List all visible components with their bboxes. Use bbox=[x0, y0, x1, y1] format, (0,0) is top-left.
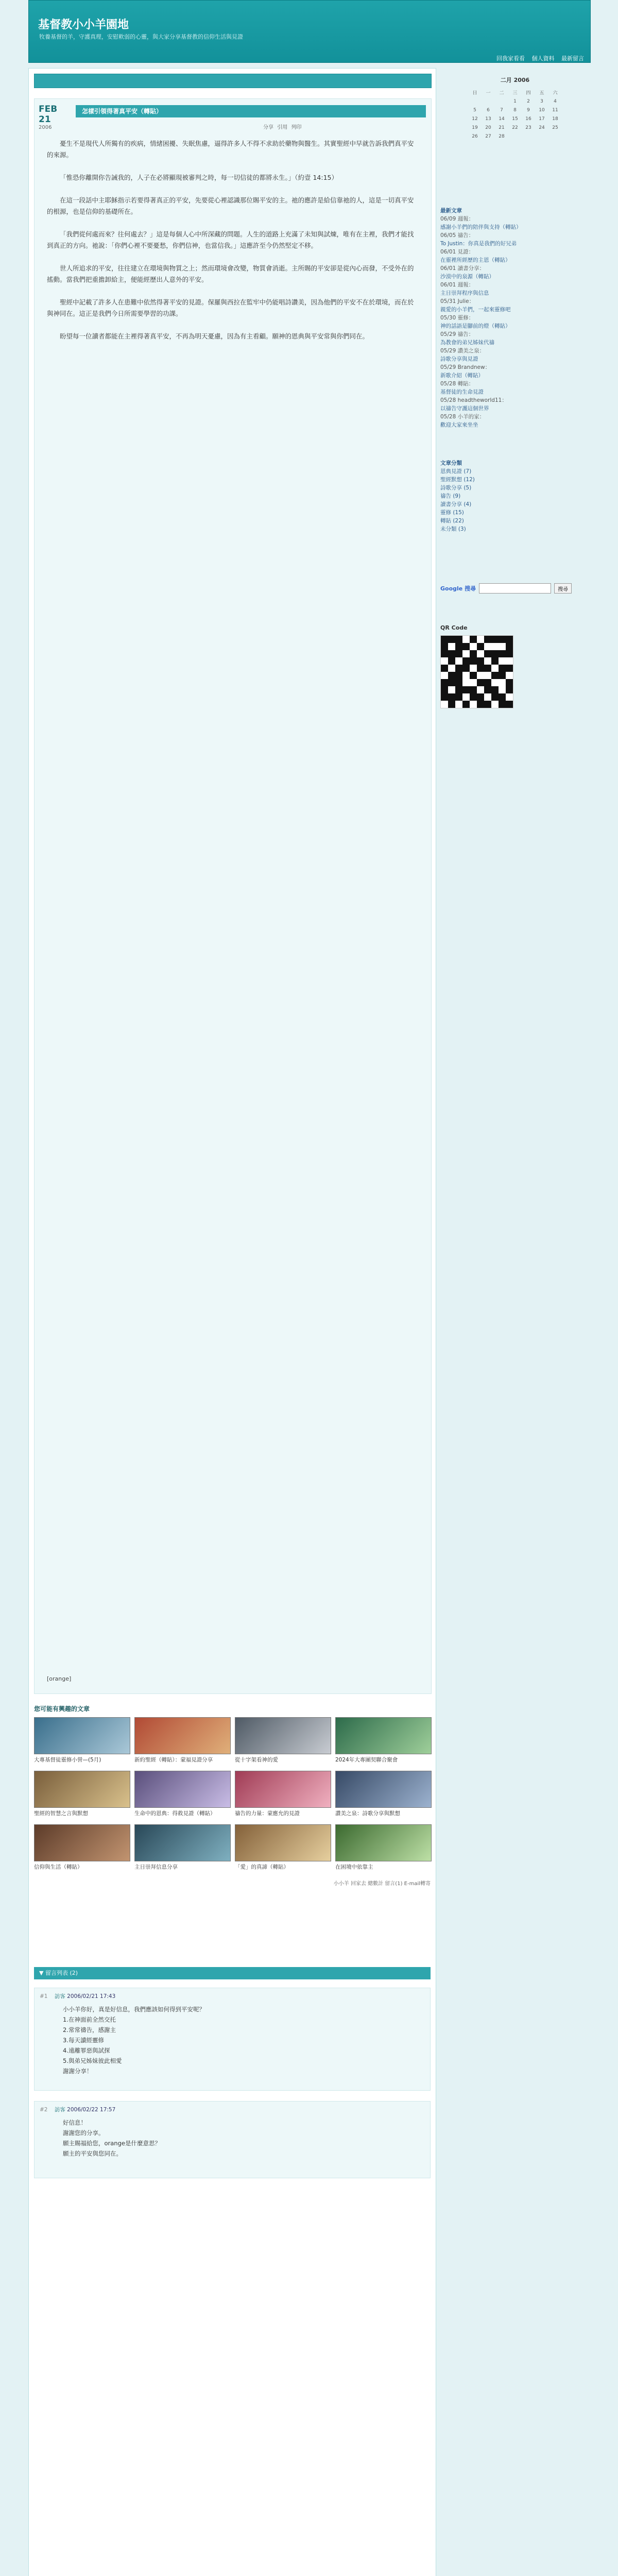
calendar-day[interactable]: 23 bbox=[525, 125, 531, 130]
category-link[interactable]: 詩歌分享 (5) bbox=[440, 485, 472, 491]
latest-posts-title: 最新文章 bbox=[440, 208, 462, 214]
related-thumbnail[interactable] bbox=[134, 1771, 231, 1808]
qr-module bbox=[441, 636, 448, 643]
qr-module bbox=[448, 672, 455, 679]
latest-post-link[interactable]: To Justin：你真是我們的好兄弟 bbox=[440, 241, 517, 247]
related-item[interactable] bbox=[134, 1717, 230, 1764]
related-item[interactable] bbox=[235, 1717, 330, 1764]
qr-module bbox=[462, 665, 470, 672]
comment bbox=[34, 2101, 431, 2178]
related-item[interactable] bbox=[335, 1824, 431, 1871]
qr-module bbox=[484, 636, 491, 643]
search-button[interactable]: 搜尋 bbox=[554, 583, 572, 594]
calendar-day bbox=[495, 97, 508, 106]
qr-module bbox=[499, 686, 506, 693]
qr-module bbox=[477, 657, 484, 665]
qr-module bbox=[470, 693, 477, 701]
related-caption[interactable]: 新約聖經（轉貼）：蒙福見證分享 bbox=[134, 1757, 213, 1763]
blog-header bbox=[28, 0, 591, 63]
qr-module bbox=[477, 650, 484, 657]
latest-post-link[interactable]: 親愛的小羊們，一起來靈修吧 bbox=[440, 307, 511, 313]
qr-module bbox=[506, 657, 513, 665]
qr-module bbox=[455, 665, 462, 672]
related-caption[interactable]: 讚美之泉：詩歌分享與默想 bbox=[335, 1810, 400, 1817]
qr-module bbox=[491, 650, 499, 657]
related-item[interactable] bbox=[335, 1717, 431, 1764]
related-thumbnail[interactable] bbox=[134, 1824, 231, 1861]
qr-module bbox=[477, 636, 484, 643]
qr-module bbox=[470, 665, 477, 672]
comment-line: 謝謝分享！ bbox=[63, 2067, 93, 2075]
latest-post-date: 05/28 轉貼： bbox=[440, 381, 474, 387]
calendar-day[interactable]: 28 bbox=[499, 133, 505, 139]
comment-line: 1.在神面前全然交托 bbox=[63, 2016, 116, 2023]
search-box bbox=[440, 583, 590, 594]
qr-module bbox=[491, 672, 499, 679]
qr-module bbox=[484, 686, 491, 693]
qr-module bbox=[477, 665, 484, 672]
qr-code bbox=[440, 635, 513, 708]
calendar-day bbox=[482, 97, 495, 106]
related-thumbnail[interactable] bbox=[335, 1717, 432, 1754]
post-tools bbox=[261, 123, 301, 130]
related-caption[interactable]: 從十字架看神的愛 bbox=[235, 1757, 278, 1763]
calendar-week bbox=[468, 114, 562, 123]
related-thumbnail[interactable] bbox=[34, 1771, 130, 1808]
related-caption[interactable]: 聖經的智慧之言與默想 bbox=[34, 1810, 88, 1817]
qr-module bbox=[477, 672, 484, 679]
calendar-weekday: 六 bbox=[553, 91, 558, 96]
qr-module bbox=[499, 657, 506, 665]
related-thumbnail[interactable] bbox=[235, 1771, 331, 1808]
calendar-day[interactable]: 19 bbox=[472, 125, 478, 130]
calendar-weekday: 一 bbox=[486, 91, 491, 96]
qr-module bbox=[470, 701, 477, 708]
related-grid bbox=[34, 1717, 431, 1871]
comment-line: 願主賜福給您，orange是什麼意思？ bbox=[63, 2140, 161, 2147]
qr-module bbox=[462, 643, 470, 650]
print-button[interactable]: 列印 bbox=[291, 125, 302, 130]
qr-widget bbox=[440, 624, 590, 708]
qr-module bbox=[441, 701, 448, 708]
calendar-day[interactable]: 12 bbox=[472, 116, 478, 122]
comment-line: 謝謝您的分享。 bbox=[63, 2129, 105, 2137]
calendar-day[interactable]: 17 bbox=[539, 116, 545, 122]
post-paragraph: 憂生不是現代人所獨有的疾病，情緒困擾、失眠焦慮，逼得許多人不得不求助於藥物與醫生。其實聖經中早就告訴我們真平安的來源。 bbox=[47, 140, 414, 159]
related-caption[interactable]: 禱告的力量：蒙應允的見證 bbox=[235, 1810, 300, 1817]
qr-module bbox=[477, 693, 484, 701]
calendar-day[interactable]: 2 bbox=[527, 98, 530, 104]
comment-date: 2006/02/22 17:57 bbox=[67, 2107, 116, 2113]
qr-module bbox=[455, 657, 462, 665]
latest-post-date: 06/05 禱告： bbox=[440, 232, 474, 239]
latest-post-date: 05/29 禱告： bbox=[440, 331, 474, 337]
calendar-weekday: 五 bbox=[539, 91, 544, 96]
qr-module bbox=[470, 679, 477, 686]
category-link[interactable]: 禱告 (9) bbox=[440, 493, 461, 499]
comment-author[interactable]: 訪客 bbox=[54, 2107, 65, 2113]
calendar-weekday: 四 bbox=[526, 91, 531, 96]
calendar-day[interactable]: 6 bbox=[487, 107, 490, 113]
calendar-day[interactable]: 11 bbox=[552, 107, 558, 113]
post-body bbox=[47, 138, 418, 353]
category-link[interactable]: 靈修 (15) bbox=[440, 510, 464, 516]
categories bbox=[440, 460, 590, 534]
qr-module bbox=[499, 665, 506, 672]
qr-module bbox=[484, 701, 491, 708]
profile-link[interactable]: 個人資料 bbox=[531, 55, 555, 62]
qr-module bbox=[484, 665, 491, 672]
calendar-day bbox=[535, 132, 548, 141]
qr-module bbox=[448, 693, 455, 701]
category-link[interactable]: 恩典見證 (7) bbox=[440, 468, 472, 474]
latest-comments-link[interactable]: 最新留言 bbox=[561, 55, 584, 62]
share-button[interactable]: 分享 bbox=[263, 125, 273, 130]
latest-post-link[interactable]: 歡迎大家來坐坐 bbox=[440, 422, 478, 428]
related-item[interactable] bbox=[34, 1717, 129, 1764]
latest-post-date: 05/28 headtheworld11： bbox=[440, 397, 507, 403]
comment-line: 3.每天讀經靈修 bbox=[63, 2037, 104, 2044]
related-title: 您可能有興趣的文章 bbox=[34, 1705, 90, 1713]
related-item[interactable] bbox=[34, 1771, 129, 1817]
calendar-day[interactable]: 18 bbox=[552, 116, 558, 122]
latest-post-date: 06/09 週報： bbox=[440, 216, 474, 222]
qr-module bbox=[470, 650, 477, 657]
calendar-weekday: 三 bbox=[512, 91, 518, 96]
calendar-week bbox=[468, 132, 562, 141]
related-caption[interactable]: 大專基督徒靈修小營—(5月) bbox=[34, 1757, 101, 1763]
qr-module bbox=[506, 679, 513, 686]
qr-module bbox=[506, 693, 513, 701]
calendar-title: 二月 2006 bbox=[500, 77, 530, 83]
related-caption[interactable]: 生命中的恩典：得救見證（轉貼） bbox=[134, 1810, 216, 1817]
comment bbox=[34, 1988, 431, 2091]
calendar-day[interactable]: 20 bbox=[485, 125, 491, 130]
latest-post-link[interactable]: 為教會的弟兄姊妹代禱 bbox=[440, 340, 494, 346]
latest-post-link[interactable]: 在靈裡所經歷的主恩（轉貼） bbox=[440, 257, 511, 263]
blog-title[interactable]: 基督教小小羊園地 bbox=[38, 19, 129, 31]
comment-body bbox=[63, 2004, 430, 2076]
qr-module bbox=[506, 672, 513, 679]
qr-module bbox=[441, 657, 448, 665]
qr-module bbox=[462, 686, 470, 693]
comment-line: 4.遠離罪惡與試探 bbox=[63, 2047, 110, 2054]
calendar-day[interactable]: 3 bbox=[540, 98, 543, 104]
top-bar bbox=[34, 74, 432, 88]
qr-module bbox=[484, 672, 491, 679]
latest-post-link[interactable]: 感謝小羊們的陪伴與支持（轉貼） bbox=[440, 224, 522, 230]
calendar-day bbox=[508, 132, 522, 141]
qr-module bbox=[506, 665, 513, 672]
qr-module bbox=[441, 693, 448, 701]
related-thumbnail[interactable] bbox=[335, 1824, 432, 1861]
qr-module bbox=[455, 686, 462, 693]
qr-module bbox=[462, 701, 470, 708]
related-thumbnail[interactable] bbox=[335, 1771, 432, 1808]
qr-module bbox=[477, 679, 484, 686]
calendar-day[interactable]: 5 bbox=[473, 107, 476, 113]
qr-module bbox=[491, 679, 499, 686]
latest-post-date: 06/01 見證： bbox=[440, 249, 474, 255]
qr-module bbox=[506, 650, 513, 657]
calendar-day[interactable]: 14 bbox=[499, 116, 505, 122]
calendar-day[interactable]: 9 bbox=[527, 107, 530, 113]
related-caption[interactable]: 信仰與生活（轉貼） bbox=[34, 1864, 83, 1870]
post-paragraph: 盼望每一位讀者都能在主裡得著真平安，不再為明天憂慮，因為有主看顧。願神的恩典與平安常與你們同在。 bbox=[60, 332, 369, 340]
related-thumbnail[interactable] bbox=[134, 1717, 231, 1754]
qr-module bbox=[491, 643, 499, 650]
qr-module bbox=[462, 657, 470, 665]
qr-module bbox=[484, 650, 491, 657]
qr-module bbox=[462, 679, 470, 686]
latest-post-link[interactable]: 沙漠中的泉源（轉貼） bbox=[440, 274, 494, 280]
qr-module bbox=[441, 665, 448, 672]
comment-author[interactable]: 訪客 bbox=[54, 1993, 65, 1999]
related-thumbnail[interactable] bbox=[34, 1824, 130, 1861]
qr-module bbox=[499, 679, 506, 686]
qr-module bbox=[448, 665, 455, 672]
qr-module bbox=[484, 643, 491, 650]
post bbox=[34, 98, 432, 1694]
qr-module bbox=[470, 643, 477, 650]
category-link[interactable]: 轉貼 (22) bbox=[440, 518, 464, 524]
latest-posts bbox=[440, 207, 590, 430]
latest-post-link[interactable]: 新歌介紹（轉貼） bbox=[440, 372, 484, 379]
calendar-day[interactable]: 4 bbox=[554, 98, 557, 104]
related-thumbnail[interactable] bbox=[235, 1717, 331, 1754]
qr-module bbox=[455, 650, 462, 657]
calendar-week bbox=[468, 106, 562, 114]
latest-posts-list bbox=[440, 215, 590, 429]
related-item[interactable] bbox=[235, 1771, 330, 1817]
qr-module bbox=[448, 636, 455, 643]
calendar-day bbox=[548, 132, 562, 141]
qr-module bbox=[484, 693, 491, 701]
qr-module bbox=[506, 701, 513, 708]
calendar-day[interactable]: 26 bbox=[472, 133, 478, 139]
calendar-week bbox=[468, 123, 562, 132]
categories-list bbox=[440, 468, 590, 533]
post-paragraph: 「我們從何處而來？往何處去？」這是每個人心中所深藏的問題。人生的道路上充滿了未知與試煉，唯有在主裡，我們才能找到真正的方向。祂說：「你們心裡不要憂愁，你們信神，也當信我。」這應許至今仍然堅定不移。 bbox=[47, 230, 414, 249]
qr-module bbox=[491, 701, 499, 708]
comment-line: 2.常常禱告，感謝主 bbox=[63, 2026, 116, 2033]
qr-module bbox=[499, 636, 506, 643]
related-item[interactable] bbox=[134, 1824, 230, 1871]
calendar-day[interactable]: 24 bbox=[539, 125, 545, 130]
qr-module bbox=[441, 686, 448, 693]
qr-module bbox=[462, 636, 470, 643]
categories-title: 文章分類 bbox=[440, 460, 462, 466]
calendar-day[interactable]: 16 bbox=[525, 116, 531, 122]
category-link[interactable]: 讀書分享 (4) bbox=[440, 501, 472, 507]
qr-module bbox=[455, 643, 462, 650]
comment-number: #1 bbox=[40, 1993, 48, 1999]
qr-module bbox=[470, 672, 477, 679]
qr-module bbox=[462, 672, 470, 679]
qr-module bbox=[455, 701, 462, 708]
home-link[interactable]: 回我家看看 bbox=[496, 55, 525, 62]
related-caption[interactable]: 在困境中依靠主 bbox=[335, 1864, 373, 1870]
qr-module bbox=[491, 636, 499, 643]
related-item[interactable] bbox=[34, 1824, 129, 1871]
comment-body bbox=[63, 2117, 430, 2159]
qr-module bbox=[441, 643, 448, 650]
comments-header[interactable]: ▼ 留言列表 (2) bbox=[34, 1967, 431, 1979]
calendar-table bbox=[468, 88, 562, 141]
related-item[interactable] bbox=[235, 1824, 330, 1871]
qr-module bbox=[470, 657, 477, 665]
qr-module bbox=[491, 657, 499, 665]
qr-module bbox=[455, 693, 462, 701]
calendar-week bbox=[468, 97, 562, 106]
qr-title: QR Code bbox=[440, 624, 468, 631]
related-caption[interactable]: 主日崇拜信息分享 bbox=[134, 1864, 178, 1870]
calendar-day[interactable]: 15 bbox=[512, 116, 518, 122]
search-widget bbox=[440, 583, 590, 594]
latest-post-link[interactable]: 以禱告守護這個世界 bbox=[440, 405, 489, 412]
related-thumbnail[interactable] bbox=[235, 1824, 331, 1861]
comment-line: 願主的平安與您同在。 bbox=[63, 2150, 122, 2157]
related-posts bbox=[34, 1704, 431, 1887]
related-caption[interactable]: 「愛」的真諦（轉貼） bbox=[235, 1864, 289, 1870]
qr-module bbox=[491, 693, 499, 701]
post-date bbox=[39, 104, 70, 130]
comment-number: #2 bbox=[40, 2107, 48, 2113]
qr-module bbox=[477, 701, 484, 708]
calendar-weekdays bbox=[468, 88, 562, 97]
qr-module bbox=[462, 650, 470, 657]
comment-header bbox=[35, 1988, 430, 2000]
latest-post-link[interactable]: 神的話語是腳前的燈（轉貼） bbox=[440, 323, 511, 329]
calendar-day[interactable]: 7 bbox=[500, 107, 503, 113]
qr-module bbox=[499, 693, 506, 701]
qr-module bbox=[448, 650, 455, 657]
latest-post-date: 05/31 Julie： bbox=[440, 298, 475, 304]
qr-module bbox=[477, 643, 484, 650]
qr-module bbox=[448, 657, 455, 665]
qr-module bbox=[448, 701, 455, 708]
post-paragraph: 在這一段話中主耶穌指示若要得著真正的平安，先要從心裡認識那位賜平安的主。祂的應許是給信靠祂的人，這是一切真平安的根源，也是信仰的基礎所在。 bbox=[47, 196, 414, 215]
qr-module bbox=[484, 657, 491, 665]
qr-module bbox=[455, 672, 462, 679]
post-paragraph: 「惟恐你離開你告誡我的，人子在必將顯現被審判之時，每一切信徒的都將永生。」（約壹 14:15） bbox=[60, 174, 338, 181]
qr-module bbox=[499, 643, 506, 650]
qr-module bbox=[506, 643, 513, 650]
qr-module bbox=[491, 665, 499, 672]
post-paragraph: 聖經中記載了許多人在患難中依然得著平安的見證。保羅與西拉在監牢中仍能唱詩讚美，因為他們的平安不在於環境，而在於與神同在。這正是我們今日所需要學習的功課。 bbox=[47, 298, 414, 317]
category-link[interactable]: 聖經默想 (12) bbox=[440, 477, 475, 483]
related-item[interactable] bbox=[134, 1771, 230, 1817]
qr-module bbox=[491, 686, 499, 693]
latest-post-link[interactable]: 主日崇拜程序與信息 bbox=[440, 290, 489, 296]
latest-post-date: 06/01 讀書分享： bbox=[440, 265, 485, 272]
calendar-day[interactable]: 21 bbox=[499, 125, 505, 130]
related-footer[interactable]: 小小羊 回家去 總數計 留言(1) E-mail轉寄 bbox=[333, 1881, 431, 1887]
post-date-year: 2006 bbox=[39, 125, 52, 130]
calendar-day bbox=[522, 132, 535, 141]
qr-module bbox=[441, 679, 448, 686]
page bbox=[28, 0, 590, 2576]
qr-module bbox=[470, 636, 477, 643]
latest-post-date: 06/01 週報： bbox=[440, 282, 474, 288]
comment-line: 5.與弟兄姊妹彼此相愛 bbox=[63, 2057, 122, 2064]
qr-module bbox=[499, 650, 506, 657]
sidebar bbox=[440, 68, 590, 2576]
comment-line: 小小羊你好，真是好信息，我們應該如何得到平安呢？ bbox=[63, 2006, 205, 2013]
qr-module bbox=[441, 650, 448, 657]
calendar-day[interactable]: 27 bbox=[485, 133, 491, 139]
latest-post-link[interactable]: 基督徒的生命見證 bbox=[440, 389, 484, 395]
calendar-day[interactable]: 10 bbox=[539, 107, 545, 113]
google-logo: Google 搜尋 bbox=[440, 585, 476, 592]
post-title[interactable]: 怎樣引領得著真平安（轉貼） bbox=[76, 105, 426, 117]
related-item[interactable] bbox=[335, 1771, 431, 1817]
qr-module bbox=[484, 679, 491, 686]
qr-module bbox=[477, 686, 484, 693]
latest-post-date: 05/29 讚美之泉： bbox=[440, 348, 485, 354]
qr-module bbox=[448, 686, 455, 693]
qr-module bbox=[499, 701, 506, 708]
category-link[interactable]: 未分類 (3) bbox=[440, 526, 466, 532]
calendar-day[interactable]: 8 bbox=[513, 107, 517, 113]
qr-module bbox=[448, 643, 455, 650]
latest-post-date: 05/30 靈修： bbox=[440, 315, 474, 321]
calendar-day[interactable]: 25 bbox=[552, 125, 558, 130]
calendar-weekday: 日 bbox=[472, 91, 477, 96]
related-caption[interactable]: 2024年大專團契聯合聚會 bbox=[335, 1757, 398, 1763]
qr-module bbox=[506, 636, 513, 643]
qr-module bbox=[506, 686, 513, 693]
blog-description: 牧養基督的羊，守護真理，安慰軟弱的心靈，與大家分享基督教的信仰生活與見證 bbox=[39, 33, 243, 40]
trackback-button[interactable]: 引用 bbox=[277, 125, 288, 130]
comment-line: 好信息！ bbox=[63, 2119, 87, 2126]
comment-header bbox=[35, 2102, 430, 2113]
main-column bbox=[28, 68, 436, 2576]
comment-date: 2006/02/21 17:43 bbox=[67, 1993, 116, 1999]
latest-post-date: 05/29 Brandnew： bbox=[440, 364, 491, 370]
latest-post-date: 05/28 小羊的家： bbox=[440, 414, 485, 420]
qr-module bbox=[470, 686, 477, 693]
qr-module bbox=[448, 679, 455, 686]
calendar-weekday: 二 bbox=[499, 91, 504, 96]
calendar-day[interactable]: 13 bbox=[485, 116, 491, 122]
qr-module bbox=[462, 693, 470, 701]
qr-module bbox=[455, 679, 462, 686]
calendar bbox=[440, 76, 590, 141]
post-paragraph: 世人所追求的平安，往往建立在環境與物質之上；然而環境會改變，物質會消逝。主所賜的平安卻是從內心而發，不受外在的搖動。當我們把重擔卸給主，便能經歷出人意外的平安。 bbox=[47, 264, 414, 283]
qr-module bbox=[441, 672, 448, 679]
search-input[interactable] bbox=[479, 583, 551, 594]
post-tag: [orange] bbox=[47, 1675, 72, 1682]
calendar-day[interactable]: 1 bbox=[513, 98, 517, 104]
calendar-day bbox=[468, 97, 482, 106]
calendar-day[interactable]: 22 bbox=[512, 125, 518, 130]
latest-post-link[interactable]: 詩歌分享與見證 bbox=[440, 356, 478, 362]
qr-module bbox=[499, 672, 506, 679]
post-date-day: FEB 21 bbox=[39, 104, 58, 125]
related-thumbnail[interactable] bbox=[34, 1717, 130, 1754]
header-links bbox=[491, 54, 584, 62]
qr-module bbox=[455, 636, 462, 643]
